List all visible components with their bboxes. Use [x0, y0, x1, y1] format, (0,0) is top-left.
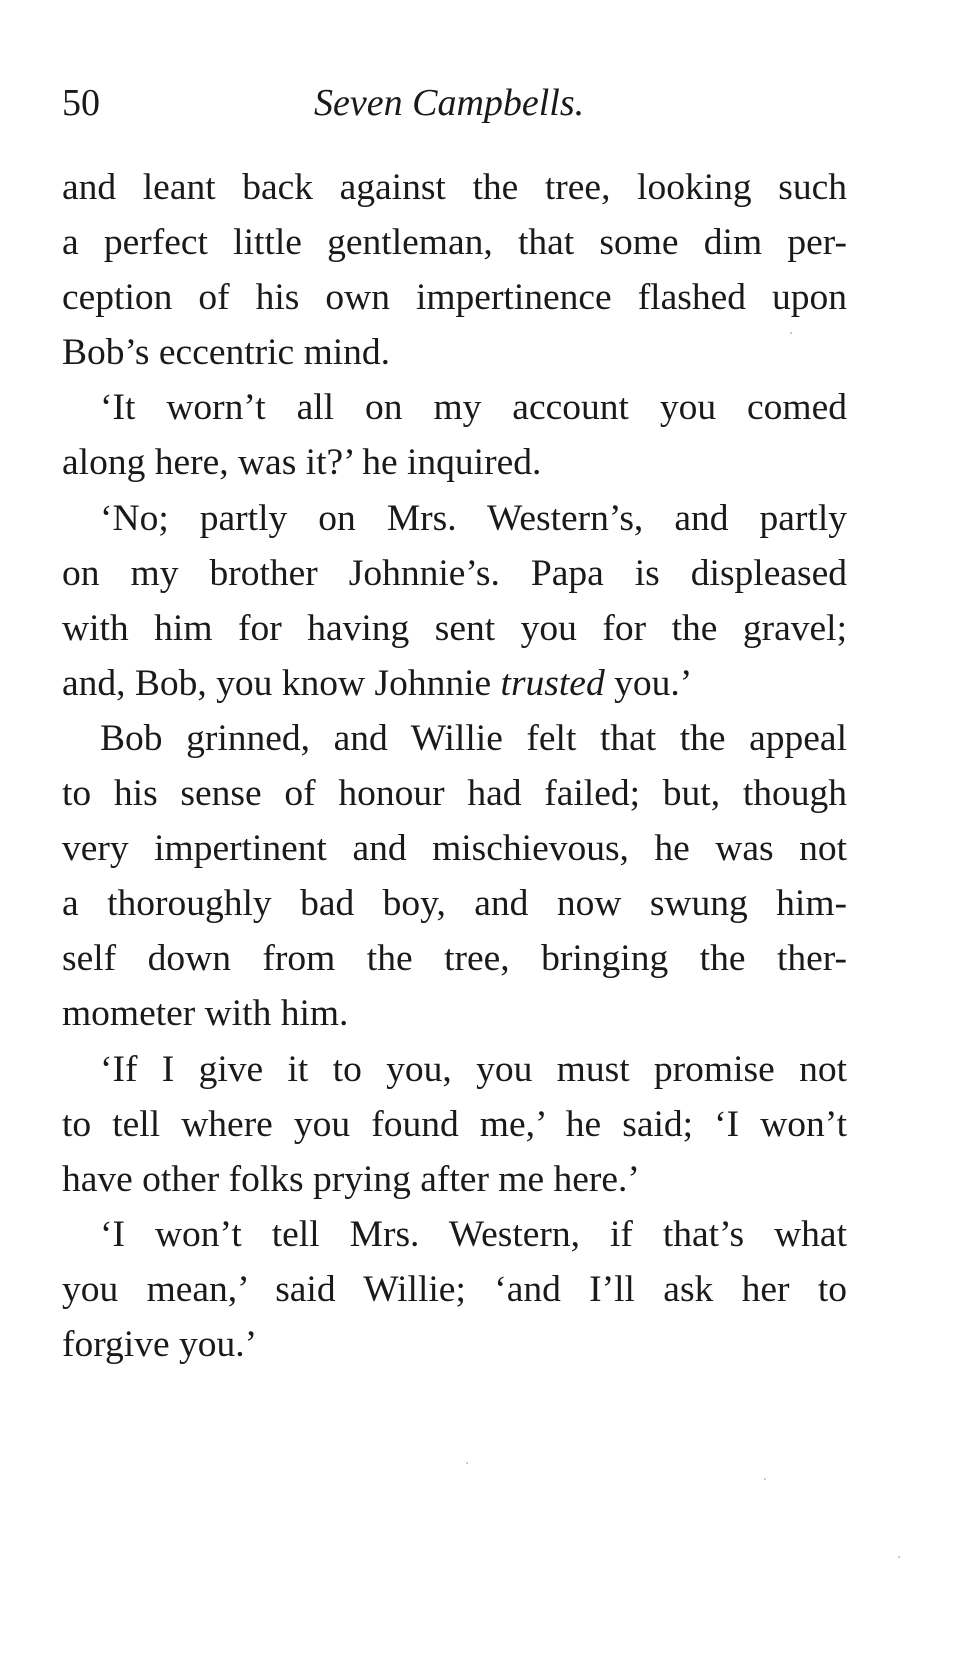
page-number: 50: [62, 82, 100, 124]
text-line: a perfect little gentleman, that some dim per-: [62, 222, 847, 264]
text-line: with him for having sent you for the gravel;: [62, 607, 847, 649]
text-line: Bob grinned, and Willie felt that the appeal: [100, 717, 847, 759]
text-line: a thoroughly bad boy, and now swung him-: [62, 883, 847, 925]
text-line: ‘It worn’t all on my account you comed: [100, 387, 847, 429]
paper-speck: [764, 1478, 766, 1480]
running-head: [62, 78, 622, 128]
text-run: you.’: [604, 662, 693, 704]
text-line: along here, was it?’ he inquired.: [62, 442, 542, 484]
text-line: to tell where you found me,’ he said; ‘I won’t: [62, 1103, 847, 1145]
text-line: ‘No; partly on Mrs. Western’s, and partly: [100, 497, 847, 539]
paper-speck: [466, 1462, 468, 1464]
text-line: very impertinent and mischievous, he was not: [62, 828, 847, 870]
text-line: self down from the tree, bringing the ther-: [62, 938, 847, 980]
running-title: Seven Campbells.: [314, 82, 585, 124]
text-line-with-italic: [62, 656, 847, 711]
italic-word: trusted: [500, 662, 605, 704]
text-line: to his sense of honour had failed; but, though: [62, 773, 847, 815]
text-line: have other folks prying after me here.’: [62, 1158, 640, 1200]
text-line: ‘I won’t tell Mrs. Western, if that’s what: [100, 1213, 847, 1255]
text-line: mometer with him.: [62, 993, 349, 1035]
paper-speck: [898, 1556, 900, 1558]
text-line: on my brother Johnnie’s. Papa is displeased: [62, 552, 847, 594]
text-line: forgive you.’: [62, 1323, 258, 1365]
text-line: ‘If I give it to you, you must promise not: [100, 1048, 847, 1090]
text-line: Bob’s eccentric mind.: [62, 332, 391, 374]
text-line: ception of his own impertinence flashed upon: [62, 277, 847, 319]
paper-speck: [790, 332, 792, 334]
text-run: and, Bob, you know Johnnie: [62, 662, 501, 704]
body-text: [62, 160, 847, 1372]
text-line: you mean,’ said Willie; ‘and I’ll ask her to: [62, 1268, 847, 1310]
text-line: and leant back against the tree, looking such: [62, 167, 847, 208]
